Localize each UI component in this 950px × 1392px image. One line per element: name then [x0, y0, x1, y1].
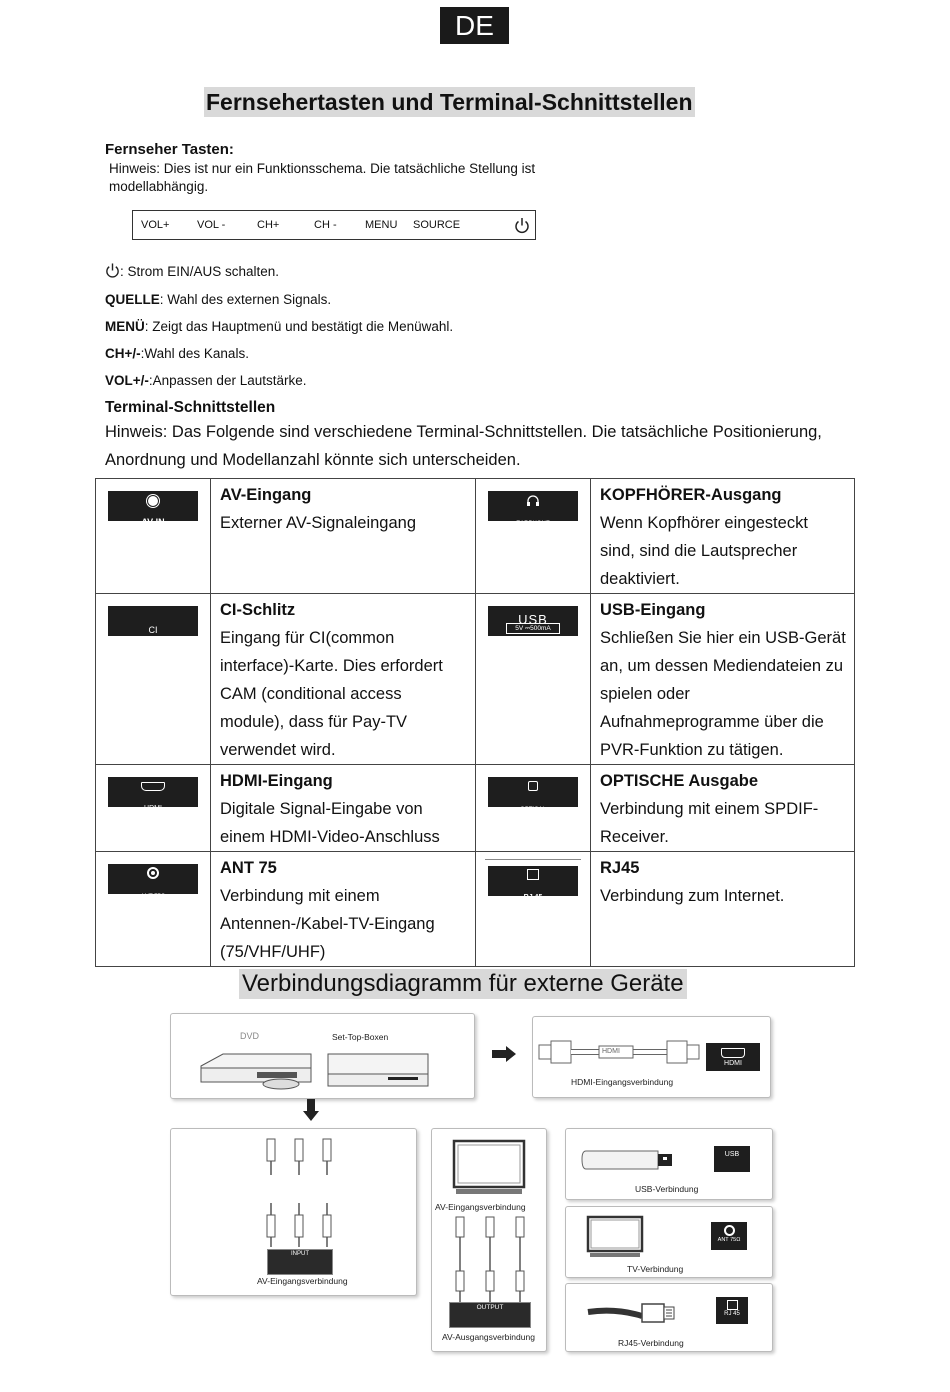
- av-out-caption: AV-Ausgangsverbindung: [442, 1332, 535, 1342]
- ci-port-icon: [108, 606, 198, 636]
- ci-icon-label: CI: [148, 625, 158, 635]
- earphone-icon-cell: [476, 479, 591, 594]
- optical-icon-cell: [476, 765, 591, 852]
- arrow-down-icon: [303, 1099, 319, 1121]
- button-panel-diagram: [132, 210, 536, 240]
- menu-description-text: : Zeigt das Hauptmenü und bestätigt die Menüwahl.: [144, 319, 454, 334]
- tv-icon: [586, 1215, 644, 1259]
- port-title: RJ45: [600, 859, 640, 877]
- tv-connection-panel: [565, 1206, 773, 1278]
- input-plate: [267, 1249, 333, 1275]
- port-description: Eingang für CI(common interface)-Karte. Dies erfordert CAM (conditional access module), dass für Pay-TV verwendet wird.: [220, 629, 443, 759]
- optical-connector-icon: [528, 781, 538, 791]
- usb-plate: [714, 1146, 750, 1172]
- tv-caption: TV-Verbindung: [627, 1264, 684, 1274]
- av-in-caption: AV-Eingangsverbindung: [257, 1276, 348, 1286]
- power-icon: [514, 217, 530, 234]
- hdmi-icon-cell: [96, 765, 211, 852]
- av-in-port-icon: [108, 491, 198, 527]
- ant-icon-cell: [96, 852, 211, 967]
- usb-stick-illustration: [580, 1143, 676, 1177]
- usb-caption: USB-Verbindung: [635, 1184, 699, 1194]
- av-in-icon-cell: [96, 479, 211, 594]
- volume-description: [105, 373, 307, 388]
- volume-key: VOL+/-: [105, 373, 149, 388]
- source-key: QUELLE: [105, 292, 160, 307]
- port-description: Verbindung zum Internet.: [600, 887, 785, 905]
- port-description: Schließen Sie hier ein USB-Gerät an, um dessen Mediendateien zu spielen oder Aufnahmeprogramme über die PVR-Funktion zu tätigen.: [600, 629, 846, 759]
- port-description: Digitale Signal-Eingabe von einem HDMI-Video-Anschluss: [220, 800, 440, 846]
- hdmi-caption: HDMI-Eingangsverbindung: [571, 1077, 674, 1087]
- hdmi-connector-icon: [721, 1048, 745, 1058]
- table-row: [96, 852, 855, 967]
- output-plate-label: OUTPUT: [476, 1304, 504, 1311]
- tv-buttons-note-line1: Hinweis: Dies ist nur ein Funktionsschema. Die tatsächliche Stellung ist: [109, 161, 536, 176]
- rj45-icon-cell: [476, 852, 591, 967]
- menu-description: [105, 319, 453, 334]
- tv-icon: [452, 1139, 526, 1197]
- port-description: Wenn Kopfhörer eingesteckt sind, sind die Lautsprecher deaktiviert.: [600, 514, 808, 588]
- optical-text-cell: [591, 765, 855, 852]
- dvd-label: DVD: [240, 1031, 260, 1041]
- rj45-plate: [716, 1297, 748, 1324]
- hdmi-plate: [706, 1043, 760, 1071]
- coax-connector-icon: [724, 1225, 735, 1236]
- usb-connection-panel: [565, 1128, 773, 1200]
- port-description: Verbindung mit einem Antennen-/Kabel-TV-Eingang (75/VHF/UHF): [220, 887, 435, 961]
- rj45-icon-label: RJ 45: [523, 894, 543, 901]
- port-title: ANT 75: [220, 859, 277, 877]
- power-icon: [105, 263, 120, 278]
- vol-plus-label: VOL+: [141, 219, 170, 231]
- rj45-plate-label: RJ 45: [724, 1311, 740, 1317]
- usb-text-cell: [591, 594, 855, 765]
- port-description: Externer AV-Signaleingang: [220, 514, 416, 532]
- usb-plate-label: USB: [724, 1151, 740, 1158]
- av-tv-panel: [431, 1128, 547, 1352]
- input-plate-label: INPUT: [291, 1251, 309, 1257]
- ant-port-icon: [108, 864, 198, 900]
- hdmi-cable-label: HDMI: [602, 1048, 620, 1055]
- port-title: KOPFHÖRER-Ausgang: [600, 486, 782, 504]
- port-title: USB-Eingang: [600, 601, 706, 619]
- power-description: [105, 263, 279, 279]
- hdmi-text-cell: [211, 765, 476, 852]
- ci-icon-cell: [96, 594, 211, 765]
- terminals-heading: Terminal-Schnittstellen: [105, 399, 276, 416]
- table-row: [96, 594, 855, 765]
- hdmi-plate-label: HDMI: [724, 1060, 742, 1067]
- earphone-icon-label: EARPHONE: [516, 521, 550, 527]
- channel-key: CH+/-: [105, 346, 141, 361]
- hdmi-port-icon: [108, 777, 198, 812]
- usb-icon-label: USB: [518, 612, 548, 627]
- diagram-title: Verbindungsdiagramm für externe Geräte: [239, 969, 687, 999]
- rj45-text-cell: [591, 852, 855, 967]
- table-row: [96, 479, 855, 594]
- channel-description: [105, 346, 249, 361]
- port-title: AV-Eingang: [220, 486, 312, 504]
- ci-text-cell: [211, 594, 476, 765]
- vol-minus-label: VOL -: [197, 219, 226, 231]
- tv-buttons-note-line2: modellabhängig.: [109, 179, 209, 194]
- terminal-table: [95, 478, 855, 967]
- page-title: Fernsehertasten und Terminal-Schnittstellen: [206, 89, 693, 115]
- menu-label: MENU: [365, 219, 398, 231]
- source-label: SOURCE: [413, 219, 461, 231]
- channel-description-text: :Wahl des Kanals.: [140, 346, 249, 361]
- source-description: [105, 292, 331, 307]
- port-title: OPTISCHE Ausgabe: [600, 772, 758, 790]
- source-devices-panel: [170, 1013, 475, 1099]
- ethernet-connector-icon: [527, 869, 539, 880]
- ch-plus-label: CH+: [257, 219, 280, 231]
- headphone-icon: [526, 494, 540, 506]
- rj45-caption: RJ45-Verbindung: [618, 1338, 684, 1348]
- av-input-panel: [170, 1128, 417, 1296]
- ethernet-cable-illustration: [586, 1294, 678, 1328]
- optical-icon-label: OPTICAL: [520, 807, 546, 813]
- ant-icon-label: ANT 75Ω: [140, 894, 166, 900]
- rca-cables-illustration-2: [450, 1215, 530, 1309]
- ch-minus-label: CH -: [314, 219, 337, 231]
- av-jack-icon: [147, 495, 159, 507]
- source-description-text: : Wahl des externen Signals.: [159, 292, 332, 307]
- coax-connector-icon: [147, 867, 159, 879]
- av-in-icon-label: AV IN: [141, 517, 165, 527]
- dvd-and-stb-illustration: [193, 1046, 473, 1096]
- earphone-text-cell: [591, 479, 855, 594]
- optical-port-icon: [488, 777, 578, 813]
- port-title: CI-Schlitz: [220, 601, 296, 619]
- rj45-port-icon: [488, 866, 578, 901]
- av-in-caption-2: AV-Eingangsverbindung: [435, 1202, 526, 1212]
- tv-buttons-heading: Fernseher Tasten:: [105, 141, 234, 158]
- usb-port-icon: [488, 606, 578, 636]
- table-row: [96, 765, 855, 852]
- port-title: HDMI-Eingang: [220, 772, 333, 790]
- set-top-box-label: Set-Top-Boxen: [332, 1032, 389, 1042]
- terminals-note: Hinweis: Das Folgende sind verschiedene Terminal-Schnittstellen. Die tatsächliche Positionierung, Anordnung und Modellanzahl könnte sich unterscheiden.: [105, 423, 822, 469]
- hdmi-connector-icon: [141, 782, 165, 791]
- language-badge: DE: [440, 7, 509, 44]
- volume-description-text: :Anpassen der Lautstärke.: [148, 373, 307, 388]
- hdmi-icon-label: HDMI: [144, 805, 162, 812]
- av-in-text-cell: [211, 479, 476, 594]
- usb-icon-sublabel: 5V ⎓500mA: [506, 623, 560, 634]
- menu-key: MENÜ: [105, 319, 145, 334]
- ant-text-cell: [211, 852, 476, 967]
- power-description-text: : Strom EIN/AUS schalten.: [120, 264, 280, 279]
- port-description: Verbindung mit einem SPDIF-Receiver.: [600, 800, 819, 846]
- earphone-port-icon: [488, 491, 578, 527]
- rca-cables-illustration: [259, 1135, 339, 1247]
- ethernet-connector-icon: [727, 1300, 738, 1310]
- output-plate: [449, 1302, 531, 1328]
- rj45-connection-panel: [565, 1283, 773, 1352]
- arrow-right-icon: [492, 1046, 518, 1062]
- ant-plate-label: ANT 75Ω: [717, 1237, 741, 1243]
- usb-icon-cell: [476, 594, 591, 765]
- ant-plate: [711, 1222, 747, 1250]
- hdmi-connection-panel: [532, 1016, 771, 1098]
